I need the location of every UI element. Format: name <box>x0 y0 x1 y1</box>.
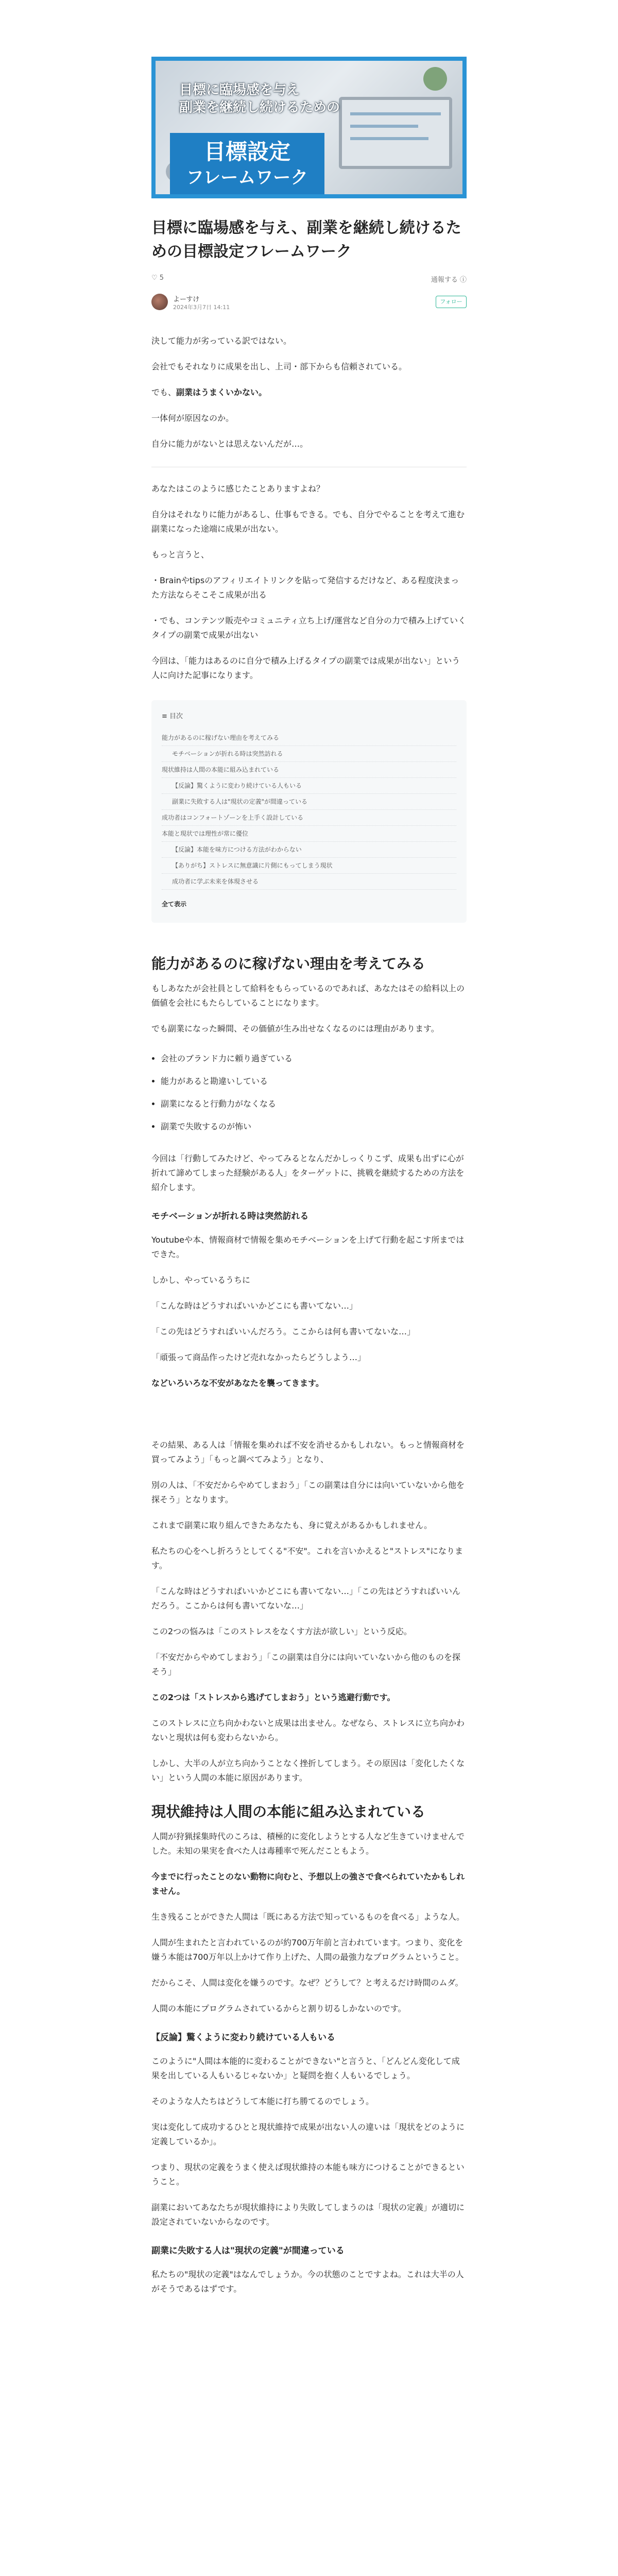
toc-item[interactable]: 副業に失敗する人は"現状の定義"が間違っている <box>162 794 456 810</box>
paragraph: でも副業になった瞬間、その価値が生み出せなくなるのには理由があります。 <box>151 1024 439 1033</box>
paragraph: 別の人は、「不安だからやめてしまおう」「この副業は自分には向いていないから他を探そう」となります。 <box>151 1480 465 1504</box>
like-button[interactable]: ♡ 5 <box>151 274 164 282</box>
list-item: • 能力があると勘違いしている <box>161 1070 467 1093</box>
author-row <box>151 293 467 313</box>
paragraph: もしあなたが会社員として給料をもらっているのであれば、あなたはその給料以上の価値を会社にもたらしていることになります。 <box>151 984 465 1008</box>
article-title: 目標に臨場感を与え、副業を継続し続けるための目標設定フレームワーク <box>151 219 461 261</box>
toc-item[interactable]: 能力があるのに稼げない理由を考えてみる <box>162 730 456 746</box>
toc-item[interactable]: 【反論】驚くように変わり続けている人もいる <box>162 778 456 794</box>
paragraph: ・でも、コンテンツ販売やコミュニティ立ち上げ/運営など自分の力で積み上げていくタイプの副業で成果が出ない <box>151 616 466 640</box>
paragraph: 「不安だからやめてしまおう」「この副業は自分には向いていないから他のものを探そう」 <box>151 1652 461 1676</box>
paragraph: 「こんな時はどうすればいいかどこにも書いてない…」 <box>151 1301 358 1311</box>
paragraph: 一体何が原因なのか。 <box>151 413 234 423</box>
toc-item[interactable]: 現状維持は人間の本能に組み込まれている <box>162 762 456 778</box>
paragraph: しかし、やっているうちに <box>151 1275 251 1285</box>
toc-item[interactable]: 【ありがち】ストレスに無意識に片側にもってしまう現状 <box>162 858 456 874</box>
paragraph: このように"人間は本能的に変わることができない"と言うと、「どんどん変化して成果を出している人もいるじゃないか」と疑問を抱く人もいるでしょう。 <box>151 2056 460 2080</box>
publish-date: 2024年3月7日 14:11 <box>173 304 230 311</box>
hero-title-line2: フレームワーク <box>186 167 308 188</box>
paragraph: 「頑張って商品作ったけど売れなかったらどうしよう…」 <box>151 1352 366 1362</box>
paragraph: この2つは「ストレスから逃げてしまおう」という逃避行動です。 <box>151 1692 396 1702</box>
plant-decoration <box>423 67 447 91</box>
hero-title-box <box>170 133 324 194</box>
paragraph: 人間の本能にプログラムされているからと割り切るしかないのです。 <box>151 2004 406 2013</box>
paragraph: 今までに行ったことのない動物に向むと、予想以上の強さで食べられていたかもしれません。 <box>151 1872 465 1896</box>
paragraph: 「この先はどうすればいいんだろう。ここからは何も書いてないな…」 <box>151 1327 416 1336</box>
section-heading: 現状維持は人間の本能に組み込まれている <box>151 1803 426 1820</box>
paragraph: このストレスに立ち向かわないと成果は出ません。なぜなら、ストレスに立ち向かわないと現状は何も変わらないから。 <box>151 1718 465 1742</box>
spacer <box>151 1402 467 1438</box>
paragraph: そのような人たちはどうして本能に打ち勝てるのでしょう。 <box>151 2096 374 2106</box>
paragraph: 人間が生まれたと言われているのが約700万年前と言われています。つまり、変化を嫌う本能は700万年以上かけて作り上げた、人間の最強力なプログラムということ。 <box>151 1938 464 1962</box>
paragraph: あなたはこのように感じたことありますよね？ <box>151 484 325 494</box>
author-name[interactable]: よーすけ <box>173 296 200 303</box>
paragraph: 生き残ることができた人間は「既にある方法で知っているものを食べる」ような人。 <box>151 1912 465 1922</box>
paragraph: 「こんな時はどうすればいいかどこにも書いてない…」「この先はどうすればいいんだろう。ここからは何も書いてないな…」 <box>151 1586 461 1611</box>
paragraph: この2つの悩みは「このストレスをなくす方法が欲しい」という反応。 <box>151 1626 412 1636</box>
hero-image <box>151 57 467 198</box>
subsection-heading: 【反論】驚くように変わり続けている人もいる <box>151 2032 335 2043</box>
toc-item[interactable]: 【反論】本能を味方につける方法がわからない <box>162 842 456 858</box>
paragraph: 今回は「行動してみたけど、やってみるとなんだかしっくりこず、成果も出ずに心が折れて諦めてしまった経験がある人」をターゲットに、挑戦を継続するための方法を紹介します。 <box>151 1154 465 1192</box>
paragraph: ・Brainやtipsのアフィリエイトリンクを貼って発信するだけなど、ある程度決まった方法ならそこそこ成果が出る <box>151 575 459 600</box>
article-stats <box>151 273 467 285</box>
paragraph: しかし、大半の人が立ち向かうことなく挫折してしまう。その原因は「変化したくない」という人間の本能に原因があります。 <box>151 1758 465 1783</box>
list-item: • 副業で失敗するのが怖い <box>161 1115 467 1138</box>
avatar[interactable] <box>151 294 168 310</box>
article-body <box>151 334 467 2308</box>
hero-title-line1: 目標設定 <box>203 139 290 164</box>
subsection-heading: 副業に失敗する人は"現状の定義"が間違っている <box>151 2246 345 2256</box>
toc-item[interactable]: 成功者はコンフォートゾーンを上手く設計している <box>162 810 456 826</box>
paragraph: これまで副業に取り組んできたあなたも、身に覚えがあるかもしれません。 <box>151 1520 432 1530</box>
toc-item[interactable]: モチベーションが折れる時は突然訪れる <box>162 746 456 762</box>
paragraph: 会社でもそれなりに成果を出し、上司・部下からも信頼されている。 <box>151 362 407 371</box>
paragraph: 私たちの"現状の定義"はなんでしょうか。今の状態のことですよね。これは大半の人がそうであるはずです。 <box>151 2269 464 2294</box>
hero-photo <box>156 61 462 194</box>
toc-heading[interactable]: ≡ 目次 <box>162 713 183 720</box>
toc-item[interactable]: 本能と現状では理性が常に優位 <box>162 826 456 842</box>
paragraph: つまり、現状の定義をうまく使えば現状維持の本能も味方につけることができるということ。 <box>151 2162 465 2187</box>
paragraph: だからこそ、人間は変化を嫌うのです。なぜ？どうして？と考えるだけ時間のムダ。 <box>151 1978 464 1988</box>
paragraph: その結果、ある人は「情報を集めれば不安を消せるかもしれない。もっと情報商材を買ってみよう」「もっと調べてみよう」となり、 <box>151 1440 465 1464</box>
paragraph: などいろいろな不安があなたを襲ってきます。 <box>151 1378 324 1388</box>
paragraph: 今回は、「能力はあるのに自分で積み上げるタイプの副業では成果が出ない」という人に向けた記事になります。 <box>151 656 460 680</box>
like-count: 5 <box>159 274 164 282</box>
toc-item[interactable]: 成功者に学ぶ未来を体現させる <box>162 874 456 890</box>
section-heading: 能力があるのに稼げない理由を考えてみる <box>151 955 426 972</box>
paragraph: 自分に能力がないとは思えないんだが…。 <box>151 439 308 449</box>
follow-button[interactable]: フォロー <box>436 296 467 308</box>
paragraph: 決して能力が劣っている訳ではない。 <box>151 336 292 346</box>
toc-show-all-button[interactable]: 全て表示 <box>162 901 187 908</box>
list-item: • 副業になると行動力がなくなる <box>161 1093 467 1115</box>
hero-subtitle: 目標に臨場感を与え 副業を継続し続けるための <box>179 82 340 115</box>
paragraph: 私たちの心をへし折ろうとしてくる"不安"。これを言いかえると"ストレス"になります。 <box>151 1546 463 1570</box>
subsection-heading: モチベーションが折れる時は突然訪れる <box>151 1211 309 1222</box>
list-item: • 会社のブランド力に頼り過ぎている <box>161 1047 467 1070</box>
paragraph: でも、副業はうまくいかない。 <box>151 387 267 397</box>
paragraph: 実は変化して成功するひとと現状維持で成果が出ない人の違いは「現状をどのように定義しているか」。 <box>151 2122 465 2146</box>
paragraph: Youtubeや本、情報商材で情報を集めモチベーションを上げて行動を起こす所まではできた。 <box>151 1235 465 1259</box>
paragraph: 人間が狩猟採集時代のころは、積極的に変化しようとする人など生きていけませんでした。未知の果実を食べた人は毒種率で死んだこともよう。 <box>151 1832 465 1856</box>
table-of-contents <box>151 700 467 923</box>
paragraph: 自分はそれなりに能力があるし、仕事もできる。でも、自分でやることを考えて進む副業になった途端に成果が出ない。 <box>151 510 465 534</box>
laptop-decoration <box>339 97 452 169</box>
paragraph: 副業においてあなたちが現状維持により失敗してしまうのは「現状の定義」が適切に設定されていないからなのです。 <box>151 2202 465 2227</box>
paragraph: もっと言うと、 <box>151 550 210 560</box>
bullet-list <box>161 1047 467 1138</box>
report-link[interactable]: 通報する ⓘ <box>431 276 467 284</box>
